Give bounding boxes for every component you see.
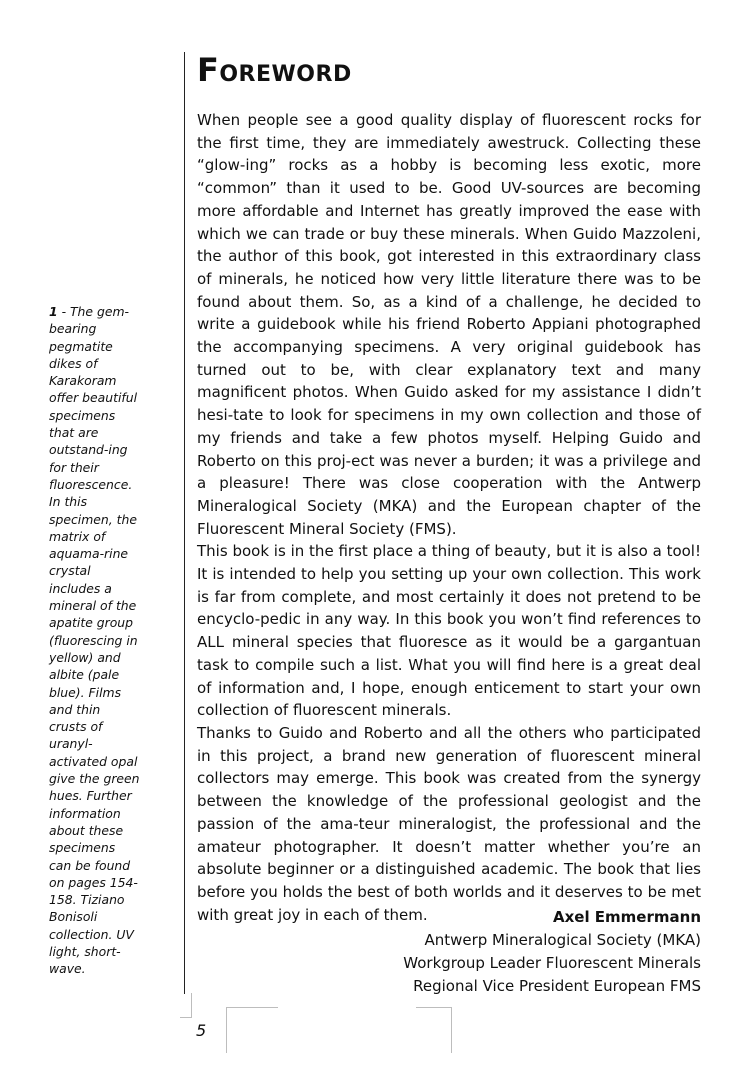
page-number: 5 xyxy=(196,1021,207,1040)
column-divider-rule xyxy=(184,52,185,994)
figure-caption xyxy=(49,303,141,978)
crop-mark xyxy=(180,1017,192,1018)
signature-title: Regional Vice President European FMS xyxy=(413,977,701,995)
caption-number: 1 xyxy=(49,304,58,319)
caption-text: - The gem-bearing pegmatite dikes of Karakoram offer beautiful specimens that are outstand-ing for their fluorescence. In this specimen, the matrix of aquama-rine crystal includes a mineral of the apatite group (fluorescing in yellow) and albite (pale blue). Films and thin crusts of uranyl-activated opal give the green hues. Further information about these specimens can be found on pages 154-158. Tiziano Bonisoli collection. UV light, short-wave. xyxy=(49,304,140,977)
paragraph: This book is in the first place a thing of beauty, but it is also a tool! It is intended to help you setting up your own collection. This work is far from complete, and most certainly it does not pretend to be encyclo-pedic in any way. In this book you won’t find references to ALL mineral species that fluoresce as it would be a gargantuan task to compile such a list. What you will find here is a great deal of information and, I hope, enough enticement to start your own collection of fluorescent minerals. xyxy=(197,542,701,720)
signature-role: Workgroup Leader Fluorescent Minerals xyxy=(403,954,701,972)
crop-mark xyxy=(451,1007,452,1053)
crop-mark xyxy=(226,1007,278,1008)
crop-mark xyxy=(416,1007,452,1008)
crop-mark xyxy=(191,993,192,1017)
signature-name: Axel Emmermann xyxy=(552,908,701,926)
signature-block xyxy=(403,906,701,998)
paragraph: When people see a good quality display of fluorescent rocks for the first time, they are immediately awestruck. Collecting these “glow-ing” rocks as a hobby is becoming less exotic, more “common” than it used to be. Good UV-sources are becoming more affordable and Internet has greatly improved the ease with which we can trade or buy these minerals. When Guido Mazzoleni, the author of this book, got interested in this extraordinary class of minerals, he noticed how very little literature there was to be found about them. So, as a kind of a challenge, he decided to write a guidebook while his friend Roberto Appiani photographed the accompanying specimens. A very original guidebook has turned out to be, with clear explanatory text and many magnificent photos. When Guido asked for my assistance I didn’t hesi-tate to look for specimens in my own collection and those of my friends and take a few photos myself. Helping Guido and Roberto on this proj-ect was never a burden; it was a privilege and a pleasure! There was close cooperation with the Antwerp Mineralogical Society (MKA) and the European chapter of the Fluorescent Mineral Society (FMS). xyxy=(197,111,701,538)
foreword-body xyxy=(197,109,701,926)
paragraph: Thanks to Guido and Roberto and all the others who participated in this project, a brand new generation of fluorescent mineral collectors may emerge. This book was created from the synergy between the knowledge of the professional geologist and the passion of the ama-teur mineralogist, the professional and the amateur photographer. It doesn’t matter whether you’re an absolute beginner or a distinguished academic. The book that lies before you holds the best of both worlds and it deserves to be met with great joy in each of them. xyxy=(197,723,701,924)
signature-affiliation: Antwerp Mineralogical Society (MKA) xyxy=(424,931,701,949)
page-title: Foreword xyxy=(197,51,352,89)
crop-mark xyxy=(226,1007,227,1053)
